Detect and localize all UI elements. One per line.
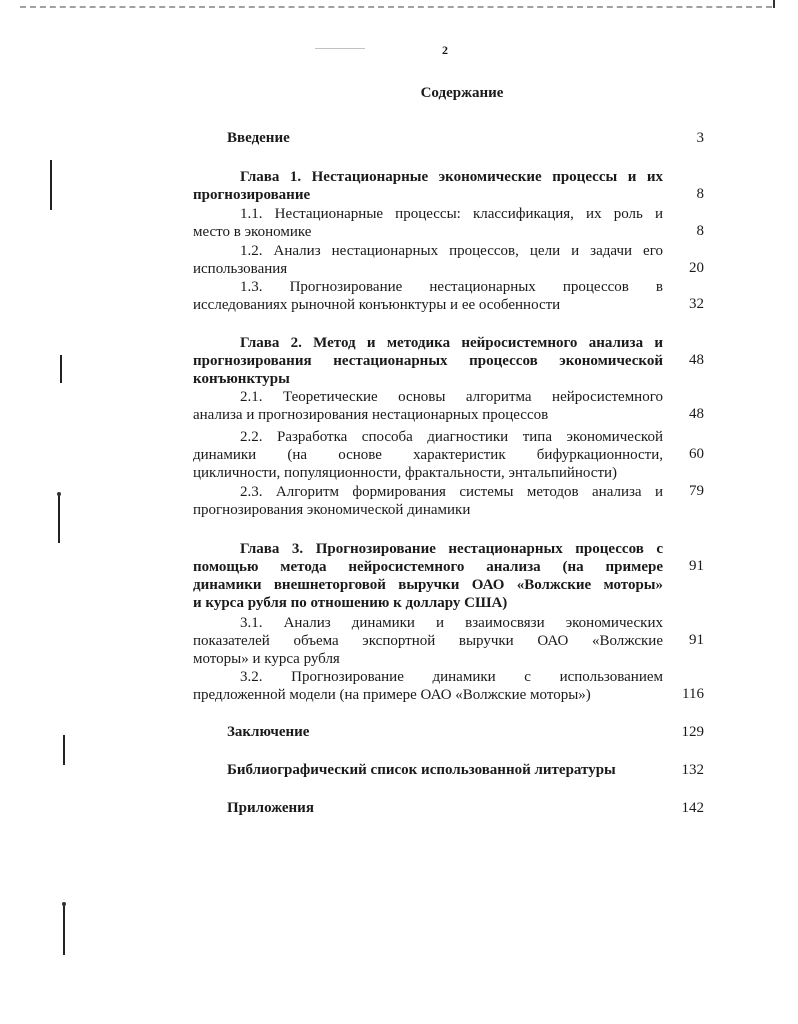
toc-section-1-3-page: 32 <box>689 296 704 312</box>
toc-section-2-1: 2.1. Теоретические основы алгоритма нейросистемного анализа и прогнозирования нестационарных процессов <box>193 389 663 423</box>
toc-section-2-1-page: 48 <box>689 406 704 422</box>
toc-intro-page: 3 <box>696 130 704 146</box>
toc-conclusion-page: 129 <box>681 724 704 740</box>
toc-section-1-1: 1.1. Нестационарные процессы: классификация, их роль и место в экономике <box>193 206 663 240</box>
toc-section-1-1-page: 8 <box>696 223 704 239</box>
page-number: 2 <box>442 43 448 57</box>
toc-chapter-2-page: 48 <box>689 352 704 368</box>
toc-section-2-3: 2.3. Алгоритм формирования системы методов анализа и прогнозирования экономической динамики <box>193 484 663 518</box>
toc-conclusion-label: Заключение <box>227 724 310 740</box>
toc-section-3-1-page: 91 <box>689 632 704 648</box>
toc-section-3-2: 3.2. Прогнозирование динамики с использованием предложенной модели (на примере ОАО «Волжские моторы») <box>193 669 663 703</box>
scan-dot <box>57 492 61 496</box>
binder-mark <box>63 735 68 765</box>
toc-bibliography-label: Библиографический список использованной литературы <box>227 762 616 778</box>
toc-section-2-2-page: 60 <box>689 446 704 462</box>
binder-mark <box>50 160 55 210</box>
toc-section-1-2-page: 20 <box>689 260 704 276</box>
toc-chapter-3-page: 91 <box>689 558 704 574</box>
toc-chapter-1-page: 8 <box>696 186 704 202</box>
toc-appendix-label: Приложения <box>227 800 314 816</box>
toc-chapter-3: Глава 3. Прогнозирование нестационарных процессов с помощью метода нейросистемного анализа (на примере динамики внешнеторговой выручки ОАО «Волжские моторы» и курса рубля по отношению к доллару США) <box>193 541 663 611</box>
toc-appendix-page: 142 <box>681 800 704 816</box>
toc-intro-label: Введение <box>227 130 290 146</box>
toc-chapter-2: Глава 2. Метод и методика нейросистемного анализа и прогнозирования нестационарных процессов экономической конъюнктуры <box>193 335 663 387</box>
scan-edge-top <box>20 6 772 8</box>
binder-mark <box>63 905 68 955</box>
toc-section-1-3: 1.3. Прогнозирование нестационарных процессов в исследованиях рыночной конъюнктуры и ее особенности <box>193 279 663 313</box>
toc-chapter-1: Глава 1. Нестационарные экономические процессы и их прогнозирование <box>193 169 663 203</box>
scan-edge-right <box>773 0 775 8</box>
binder-mark <box>58 495 63 543</box>
toc-section-1-2: 1.2. Анализ нестационарных процессов, цели и задачи его использования <box>193 243 663 277</box>
toc-section-3-1: 3.1. Анализ динамики и взаимосвязи экономических показателей объема экспортной выручки ОАО «Волжские моторы» и курса рубля <box>193 615 663 667</box>
toc-section-3-2-page: 116 <box>682 686 704 702</box>
scan-dot <box>62 902 66 906</box>
toc-title: Содержание <box>420 85 504 101</box>
binder-mark <box>60 355 65 383</box>
toc-bibliography-page: 132 <box>681 762 704 778</box>
toc-section-2-2: 2.2. Разработка способа диагностики типа экономической динамики (на основе характеристик бифуркационности, цикличности, популяционности, фрактальности, энтальпийности) <box>193 429 663 481</box>
toc-section-2-3-page: 79 <box>689 483 704 499</box>
